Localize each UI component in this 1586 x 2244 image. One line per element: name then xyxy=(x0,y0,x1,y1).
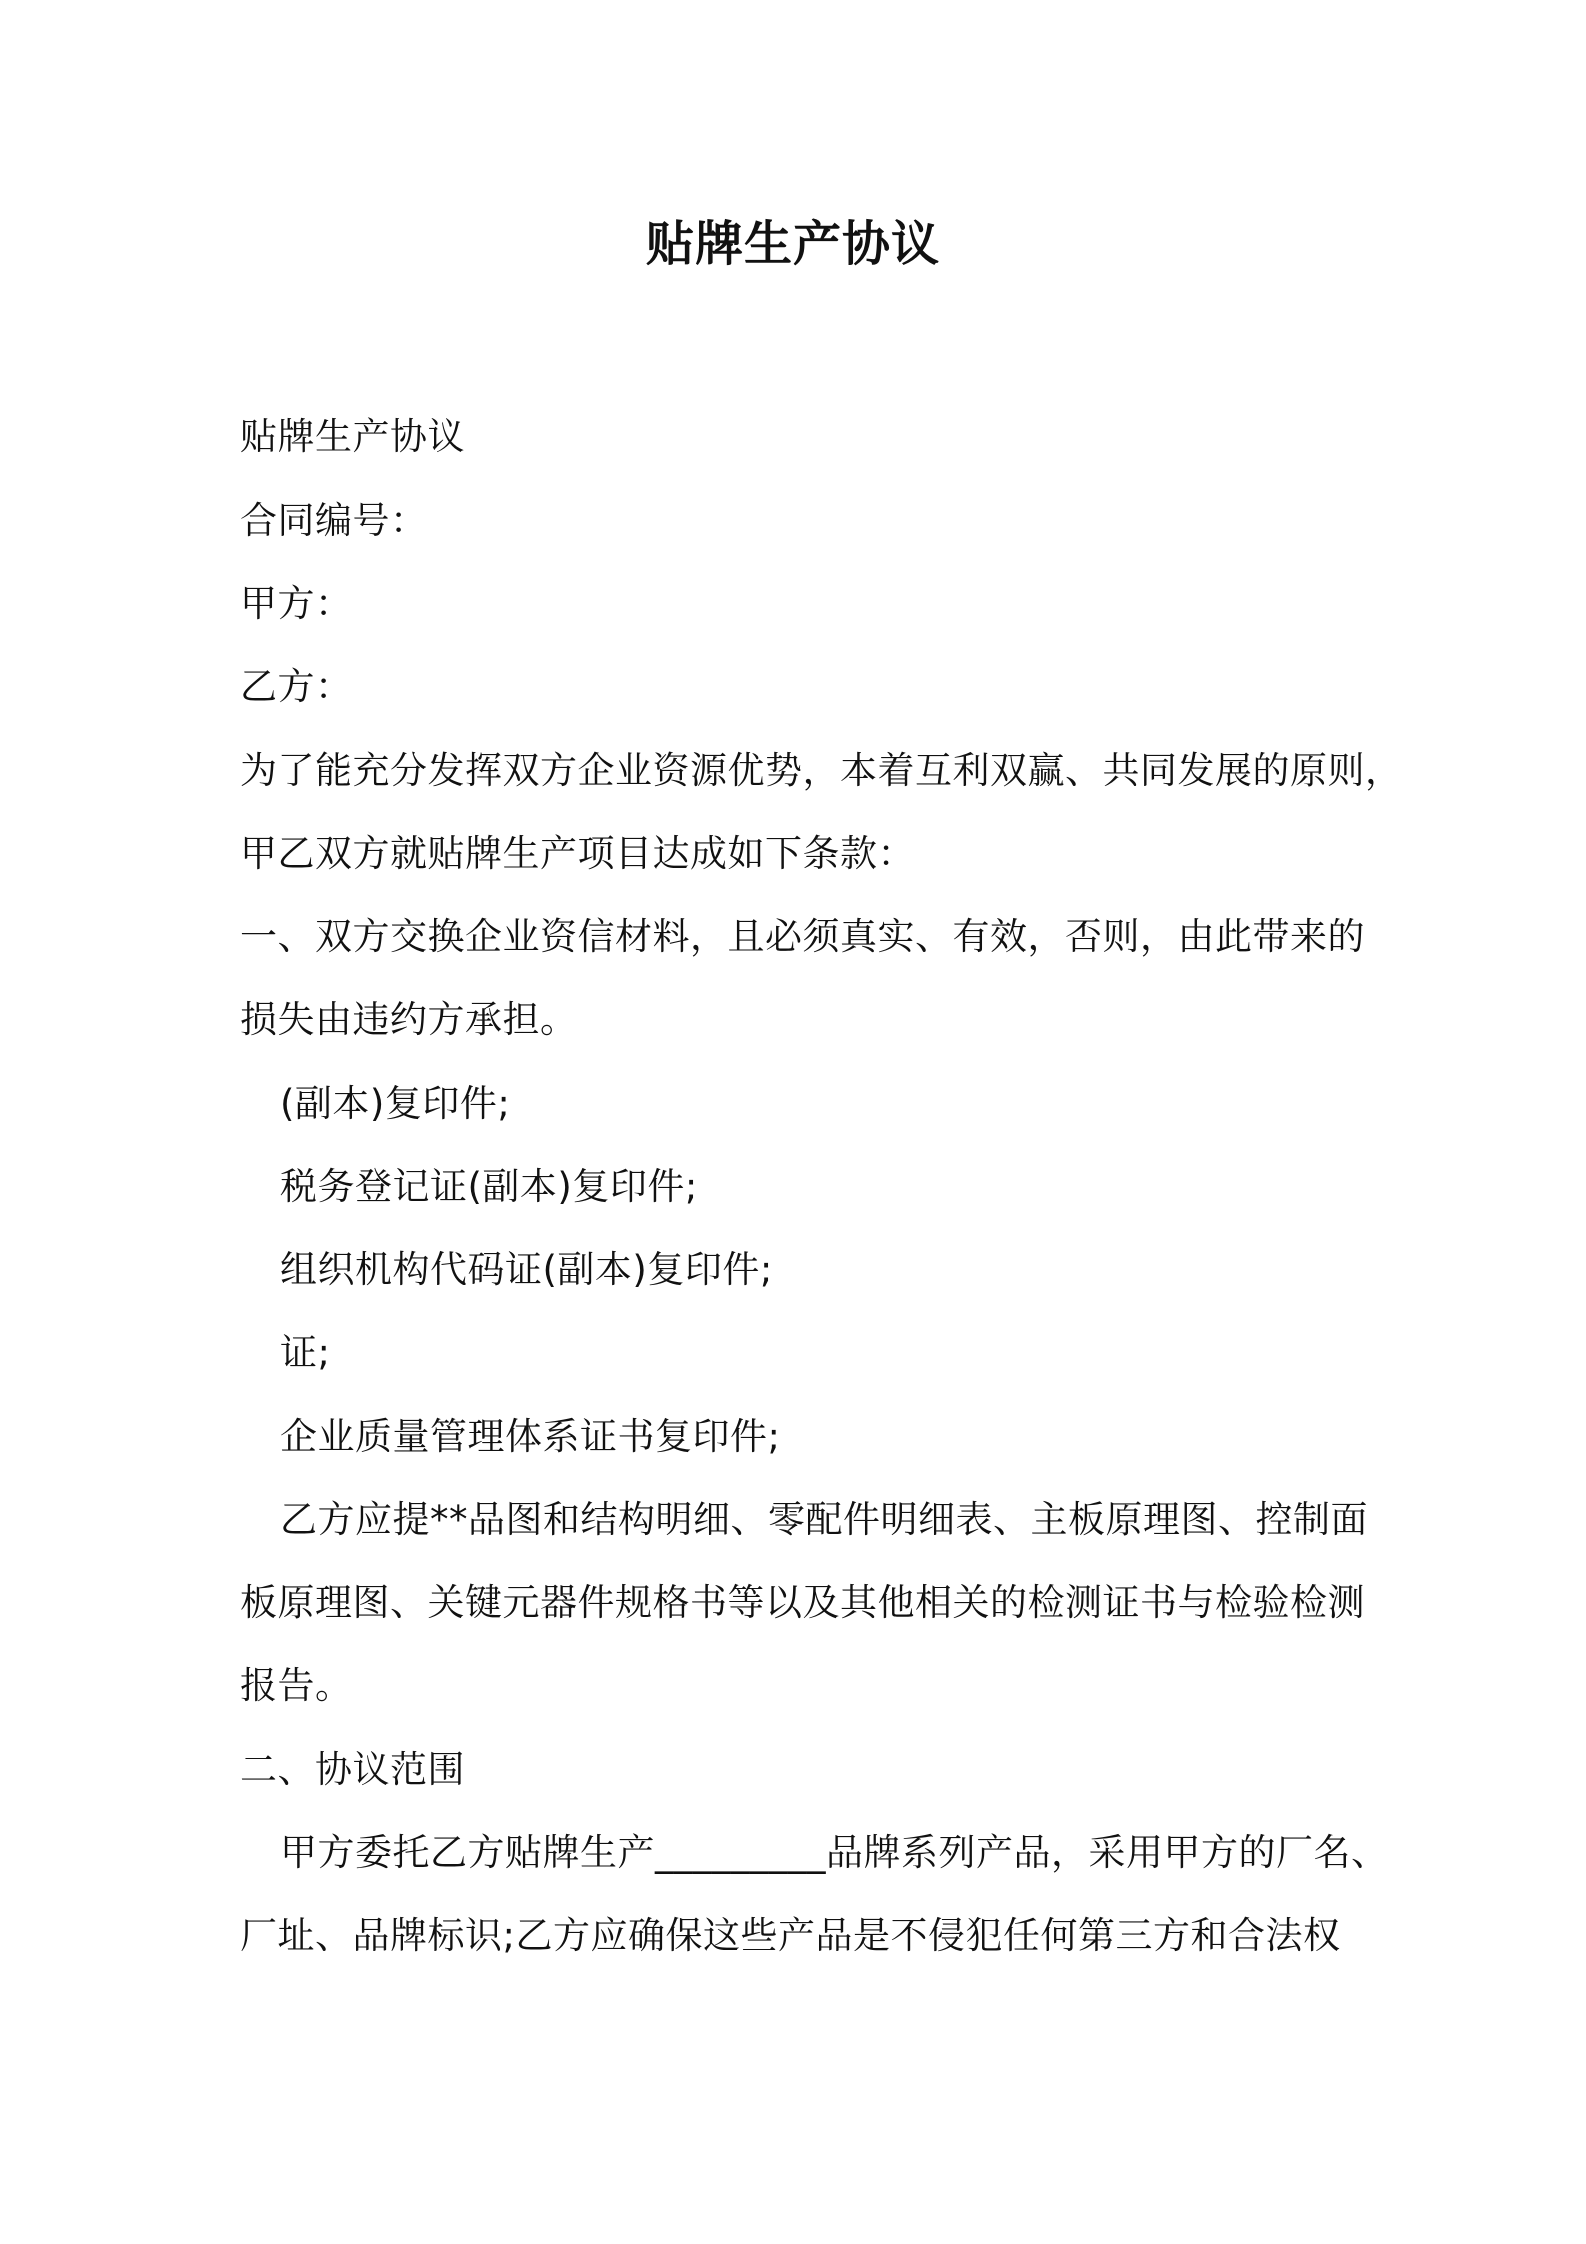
section-heading: 二、协议范围 xyxy=(240,1748,465,1791)
list-item: 组织机构代码证(副本)复印件; xyxy=(280,1248,773,1291)
list-item: 企业质量管理体系证书复印件; xyxy=(280,1415,781,1458)
paragraph-line: 板原理图、关键元器件规格书等以及其他相关的检测证书与检验检测 xyxy=(240,1581,1365,1624)
paragraph-line: 报告。 xyxy=(240,1664,353,1707)
paragraph-line: 贴牌生产协议 xyxy=(240,415,465,458)
paragraph-line: 一、双方交换企业资信材料，且必须真实、有效，否则，由此带来的 xyxy=(240,915,1365,958)
paragraph-line: 合同编号： xyxy=(240,499,428,542)
list-item: 税务登记证(副本)复印件; xyxy=(280,1165,698,1208)
paragraph-line: 甲方： xyxy=(240,582,353,625)
paragraph-line: 甲乙双方就贴牌生产项目达成如下条款： xyxy=(240,832,915,875)
document-title: 贴牌生产协议 xyxy=(645,216,940,272)
list-item: (副本)复印件; xyxy=(280,1082,511,1125)
list-item: 证; xyxy=(280,1331,331,1374)
paragraph-line: 乙方应提**品图和结构明细、零配件明细表、主板原理图、控制面 xyxy=(280,1498,1368,1541)
paragraph-line: 乙方： xyxy=(240,665,353,708)
paragraph-line: 损失由违约方承担。 xyxy=(240,998,578,1041)
paragraph-line: 厂址、品牌标识;乙方应确保这些产品是不侵犯任何第三方和合法权 xyxy=(240,1914,1341,1957)
paragraph-line: 甲方委托乙方贴牌生产_________品牌系列产品，采用甲方的厂名、 xyxy=(280,1831,1389,1874)
paragraph-line: 为了能充分发挥双方企业资源优势，本着互利双赢、共同发展的原则， xyxy=(240,749,1403,792)
